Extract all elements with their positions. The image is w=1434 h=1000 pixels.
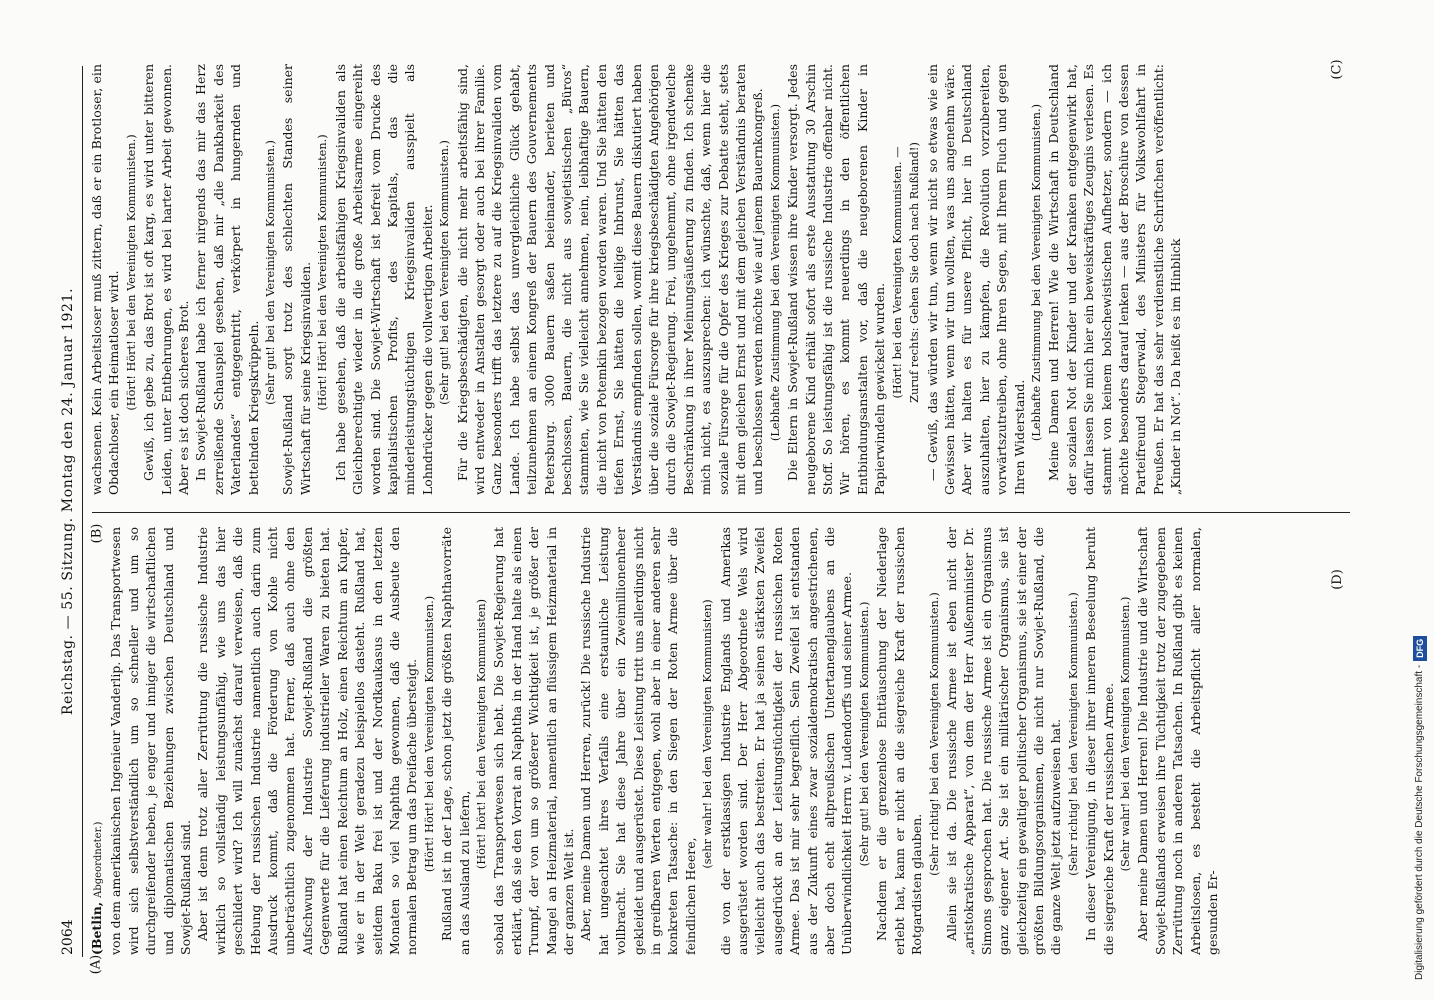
paragraph: In Sowjet-Rußland habe ich ferner nirgends das mir das Herz zerreißende Schauspiel gesehen, daß mir „die Dankbarkeit des Vaterlandes“ entgegentritt, verkörpert in hungernden und bettelnden Kriegskrüppeln. (193, 64, 261, 495)
interjection: Zuruf rechts: Gehen Sie doch nach Rußland!) (908, 142, 922, 403)
document-page (56, 66, 1359, 957)
interjection: (Sehr richtig! bei den Vereinigten Kommunisten.) (1066, 592, 1080, 876)
paragraph: Meine Damen und Herren! Wie die Wirtschaft in Deutschland der sozialen Not der Kinder und der Kranken entgegenwirkt hat, dafür lassen Sie mich hier ein beweiskräftiges Zeugnis verlesen. Es stammt von keinem bolschewistischen Aufhetzer, sondern — ich möchte besonders darauf lenken — aus der Broschüre von dessen Parteifreund Stegerwald, des Ministers für Volkswohlfahrt in Preußen. Er hat das sehr verdienstliche Schriftchen veröffentlicht: „Kinder in Not“. Da heißt es im Hinblick (1046, 64, 1184, 495)
paragraph: Sowjet-Rußland sorgt trotz des schlechten Standes seiner Wirtschaft für seine Kriegsinvaliden. (280, 64, 313, 495)
attribution-text: Digitalisierung gefördert durch die Deutsche Forschungsgemeinschaft - (1414, 664, 1425, 980)
interjection: (Sehr gut! bei den Vereinigten Kommunisten.) (857, 601, 871, 867)
interjection: (Lebhafte Zustimmung bei den Vereinigten Kommunisten.) (1029, 103, 1043, 442)
interjection: (Hört! hört! bei den Vereinigten Kommunisten) (474, 598, 488, 870)
interjection: (Lebhafte Zustimmung bei den Vereinigten Kommunisten.) (768, 103, 782, 442)
interjection: (Hört! Hört! bei den Vereinigten Kommunisten.) (124, 134, 138, 411)
paragraph: Allein sie ist da. Die russische Armee ist eben nicht der „aristokratische Apparat“, von dem der Herr Außenminister Dr. Simons gesprochen hat. Die russische Armee ist ein Organismus ganz eigener Art. Sie ist ein militärischer Organismus, sie ist gleichzeitig ein gewaltiger politischer Organismus, sie ist einer der größten Bildungsorganismen, die nicht nur Sowjet-Rußland, die die ganze Welt jetzt aufzuweisen hat. (943, 527, 1064, 955)
paragraph: von dem amerikanischen Ingenieur Vanderlip. Das Transportwesen wird sich selbstverständlich um so schneller und um so durchgreifender heben, je enger und inniger die wirtschaftlichen und diplomatischen Beziehungen zwischen Deutschland und Sowjet-Rußland sind. (108, 527, 194, 955)
right-column (88, 59, 1353, 497)
paragraph: Nachdem er die grenzenlose Enttäuschung der Niederlage erlebt hat, kann er nicht an die siegreiche Kraft der russischen Rotgardisten glauben. (874, 527, 925, 955)
margin-marker-d: (D) (1329, 569, 1345, 590)
paragraph: In dieser Vereinigung, in dieser ihrer inneren Beseelung beruht die siegreiche Kraft der russischen Armee. (1083, 527, 1116, 955)
interjection: (Sehr gut! bei den Vereinigten Kommunisten.) (438, 140, 452, 405)
page-number: 2064 (60, 919, 76, 955)
speaker-role: Abgeordneter.) (93, 821, 104, 898)
interjection: (Hört! Hört! bei den Vereinigten Kommunisten.) (316, 134, 330, 411)
interjection: (Sehr wahr! bei den Vereinigten Kommunisten.) (1118, 596, 1132, 872)
paragraph: Gewiß, ich gebe zu, das Brot ist oft karg, es wird unter bitteren Leiden, unter Entbehrungen, es wird bei harter Arbeit gewonnen. Aber es ist doch sicheres Brot. (141, 64, 192, 495)
paragraph: Rußland ist in der Lage, schon jetzt die größten Naphthavorräte an das Ausland zu liefern, (439, 527, 472, 955)
paragraph: — Gewiß, das würden wir tun, wenn wir nicht so etwas wie ein Gewissen hätten, wenn wir tun wollten, was uns angenehm wäre. Aber wir halten es für unsere Pflicht, hier in Deutschland auszuhalten, hier zu kämpfen, die Revolution vorzubereiten, vorwärtszutreiben, ohne Ihren Segen, mit Ihrem Fluch und gegen Ihren Widerstand. (924, 64, 1027, 495)
interjection: (Sehr gut! bei den Vereinigten Kommunisten.) (264, 140, 278, 405)
interjection: (Sehr richtig! bei den Vereinigten Kommunisten.) (927, 592, 941, 876)
paragraph: Ich habe gesehen, daß die arbeitsfähigen Kriegsinvaliden als Gleichberechtigte wieder in die große Arbeitsarmee eingereiht worden sind. Die Sowjet-Wirtschaft ist befreit vom Drucke des kapitalistischen Profits, des Kapitals, das die minderleistungstüchtigen Kriegsinvaliden ausspielt als Lohndrücker gegen die vollwertigen Arbeiter. (332, 64, 435, 495)
speaker-name: (Betlin, (89, 901, 104, 955)
left-column (88, 525, 1353, 957)
column-divider (92, 512, 1350, 513)
margin-marker-a: (A) (88, 954, 104, 975)
page-title: Reichstag. — 55. Sitzung. Montag den 24. Januar 1921. (60, 287, 76, 716)
paragraph: Aber, meine Damen und Herren, zurück! Die russische Industrie hat ungeachtet ihres Verfalls eine erstaunliche Leistung vollbracht. Sie hat diese Jahre über ein Zweimillionenheer gekleidet und ausgerüstet. Diese Leistung tritt uns allerdings nicht in greifbaren Werten entgegen, wohl aber in einer anderen sehr konkreten Tatsache: in den Siegen der Roten Armee über die feindlichen Heere, (578, 527, 698, 955)
digitization-attribution (1410, 36, 1429, 980)
paragraph: wachsenen. Kein Arbeitsloser muß zittern, daß er ein Brotloser, ein Obdachloser, ein Heimatloser wird. (89, 64, 122, 495)
interjection: (Hört! Hört! bei den Vereinigten Kommunisten.) (422, 595, 436, 873)
paragraph: Aber meine Damen und Herren! Die Industrie und die Wirtschaft Sowjet-Rußlands erweisen ihre Tüchtigkeit trotz der zugegebenen Zerrüttung noch in anderen Tatsachen. In Rußland gibt es keinen Arbeitslosen, es besteht die Arbeitspflicht aller normalen, gesunden Er- (1135, 527, 1220, 955)
page-header (56, 66, 83, 957)
speaker-line (88, 523, 107, 955)
dfg-logo-icon: DFG (1413, 636, 1427, 661)
interjection: (sehr wahr! bei den Vereinigten Kommunisten) (701, 599, 715, 869)
paragraph: Aber ist denn trotz aller Zerrüttung die russische Industrie wirklich so vollständig leistungsunfähig, wie uns das hier geschildert wird? Ich will zunächst darauf verweisen, daß die Hebung der russischen Industrie namentlich auch darin zum Ausdruck kommt, daß die Förderung von Kohle nicht unbeträchtlich zugenommen hat. Ferner, daß auch ohne den Aufschwung der Industrie Sowjet-Rußland die größten Gegenwerte für die Lieferung industrieller Waren zu bieten hat. Rußland hat einen Reichtum an Holz, einen Reichtum an Kupfer, wie er in der Welt geradezu beispiellos dasteht. Rußland hat, seitdem Baku frei ist und der Nordkaukasus in den letzten Monaten so viel Naphtha gewonnen, daß die Ausbeute den normalen Betrag um das Dreifache übersteigt. (195, 527, 420, 955)
paragraph: die von der erstklassigen Industrie Englands und Amerikas ausgerüstet worden sind. Der Herr Abgeordnete Wels wird vielleicht auch das bestreiten. Er hat ja seinen stärksten Zweifel ausgedrückt an der Leistungstüchtigkeit der russischen Roten Armee. Das ist mir sehr begreiflich. Sein Zweifel ist entstanden aus der Zukunft eines zwar sozialdemokratisch angestrichenen, aber doch echt altpreußischen Untertanenglaubens an die Unüberwindlichkeit Herrn v. Ludendorffs und seiner Armee. (717, 527, 855, 955)
margin-marker-c: (C) (1329, 59, 1345, 80)
margin-marker-b: (B) (89, 523, 105, 544)
paragraph: Für die Kriegsbeschädigten, die nicht mehr arbeitsfähig sind, wird entweder in Anstalten gesorgt oder auch bei ihrer Familie. Ganz besonders trifft das letztere zu auf die Kriegsinvaliden vom Lande. Ich habe selbst das unvergleichliche Glück gehabt, teilzunehmen an einem Kongreß der Bauern des Gouvernements Petersburg. 3000 Bauern saßen beieinander, berieten und beschlossen, Bauern, die nicht aus sowjetistischen „Büros“ stammten, wie Sie vielleicht annehmen, nein, leibhaftige Bauern, die nicht von Potemkin bezogen worden waren. Und Sie hätten den tiefen Ernst, Sie hätten die heilige Inbrunst, Sie hätten das Verständnis empfinden sollen, womit diese Bauern diskutiert haben über die soziale Fürsorge für ihre kriegsbeschädigten Angehörigen durch die Sowjet-Regierung. Frei, ungehemmt, ohne irgendwelche Beschränkung in ihrer Meinungsäußerung zu finden. Ich schenke mich nicht, es auszusprechen: ich wünschte, daß, wenn hier die soziale Fürsorge für die Opfer des Krieges zur Debatte steht, stets mit dem gleichen Ernst und mit dem gleichen Verständnis beraten und beschlossen werden möchte wie auf jenem Bauernkongreß. (454, 64, 766, 495)
interjection: (Hört! bei den Vereinigten Kommunisten. — (890, 146, 904, 399)
paragraph: Die Eltern in Sowjet-Rußland wissen ihre Kinder versorgt. Jedes neugeborene Kind erhält sofort als erste Ausstattung 30 Arschin Stoff. So leistungsfähig ist die russische Industrie offenbar nicht. Wir hören, es kommt neuerdings in den öffentlichen Entbindungsanstalten vor, daß die neugeborenen Kinder in Papierwindeln gewickelt wurden. (785, 64, 888, 495)
paragraph: sobald das Transportwesen sich hebt. Die Sowjet-Regierung hat erklärt, daß sie den Vorrat an Naphtha in der Hand halte als einen Trumpf, der von um so größerer Wichtigkeit ist, je größer der Mangel an Heizmaterial, namentlich an flüssigem Heizmaterial in der ganzen Welt ist. (491, 527, 576, 955)
